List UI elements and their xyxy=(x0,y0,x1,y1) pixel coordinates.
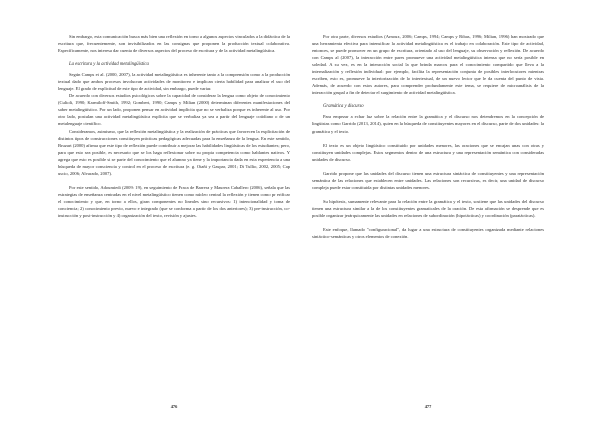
left-paragraph-2: Según Camps et al. (2000, 2007), la actividad metalingüística es inherente tanto a la comprensión como a la producción textual dado que ambos procesos involucran actividades de monitoreo e implican cierta habilidad para analizar el uso del lenguaje. El grado de explicitud de este tipo de actividad, sin embargo, puede variar. xyxy=(58,72,290,92)
left-page-number: 476 xyxy=(170,404,178,409)
right-paragraph-1: Por otra parte, diversos estudios (Arnoux, 2006; Camps, 1994; Camps y Ribas, 1996; Milian, 1996) han mostrado que una herramienta efectiva para intensificar la actividad metalingüística es el trabajo en colaboración. Este tipo de actividad, entonces, se puede promover en un grupo de escritura, orientado al uso del lenguaje, su observación y reflexión. De acuerdo con Camps al (2007), la interacción entre pares promueve una actividad metalingüística intensa que no sería posible en soledad. A su vez, es en la interacción social la que brinda marcos para el conocimiento compartido que lleva a la internalización y reflexión individual: por ejemplo, facilita la representación conjunta de posibles interlocutores mientras escriben, esto es, promueve la interiorización de lo intertextual, de un nuevo lector que le da cuenta del punto de vista. Además, de acuerdo con estos autores, para comprender profundamente este tema, se requiere de microanálisis de la interacción grupal a fin de detectar el surgimiento de actividad metalingüística. xyxy=(312,34,544,96)
right-section-heading: Gramática y discurso xyxy=(323,104,364,110)
right-page-number: 477 xyxy=(424,404,432,409)
right-paragraph-2: Para empezar a echar luz sobre la relación entre la gramática y el discurso nos detendremos en la concepción de lingüistas como Garrido (2013, 2014), quien en la búsqueda de constituyentes mayores en el discurso, parte de dos unidades: la gramática y el texto. xyxy=(312,114,544,134)
right-paragraph-4: Garrido propone que las unidades del discurso tienen una estructura sintáctica de constituyentes y una representación semántica de las relaciones que establecen entre unidades. Las relaciones son recursivas, es decir, una unidad de discurso compleja puede estar constituida por distintas unidades menores. xyxy=(312,170,544,190)
left-page xyxy=(58,33,290,219)
left-paragraph-4: Consideramos, asimismo, que la reflexión metalingüística y la realización de prácticas que favorecen la explicitación de distintos tipos de construcciones constituyen prácticas pedagógicas adecuadas para la enseñanza de la lengua. En este sentido, Bruzart (2000) afirma que este tipo de reflexión puede contribuir a mejorar las habilidades lingüísticas de los estudiantes; pero, para que esto sea posible, es necesario que se los haga reflexionar sobre su propia competencia como hablantes nativos. Y agrega que esto es posible si se parte del conocimiento que el alumno ya tiene y la importancia dada en esta experiencia a una búsqueda de mayor consciencia y control en el proceso de escritura (e. g. Otañi y Gaspar, 2001; Di Tullio, 2002, 2005; Cap uscio, 2006; Alvarado, 2007). xyxy=(58,128,290,176)
left-paragraph-3: De acuerdo con diversos estudios psicológicos sobre la capacidad de considerar la lengua como objeto de conocimiento (Culioli, 1990; Karmiloff-Smith, 1992; Gombert, 1990; Camps y Milian (2000) determinan diferentes manifestaciones del saber metalingüístico. Por un lado, proponen pensar en actividad implícita que no se verbaliza porque es inherente al uso. Por otro lado, postulan una actividad metalingüística explícita que se verbaliza ya sea a partir del lenguaje cotidiano o de un metalenguaje científico. xyxy=(58,93,290,127)
left-section-heading: La escritura y la actividad metalingüística xyxy=(69,62,149,68)
right-page xyxy=(312,33,544,240)
right-paragraph-3: El texto es un objeto lingüístico constituido por unidades menores, las oraciones que se encajan unas con otras y constituyen unidades complejas. Estos segmentos dentro de una estructura y una representación semántica con consideradas unidades de discurso. xyxy=(312,142,544,162)
left-paragraph-1: Sin embargo, esta comunicación busca más bien una reflexión en torno a algunos aspectos vinculados a la didáctica de la escritura que, frecuentemente, son invisibilizados en las consignas que proponen la producción textual colaborativa. Específicamente, nos interesa dar cuenta de diversos aspectos del proceso de escritura y de la actividad metalingüística. xyxy=(58,34,290,54)
left-paragraph-5: Por este sentido, Adoumiedi (2009: 19), en seguimiento de Fraca de Barrera y Maurera Caballero (2006), señala que las estrategias de enseñanza centradas en el nivel metalingüístico tienen como núcleo central la reflexión y tienen como pr erificar el conocimiento y que, en torno a ellos, giran componentes no lineales sino recursivos: 1) intencionalidad y toma de conciencia; 2) conocimiento previo, nuevo e integrado (que se conforma a partir de los dos anteriores); 3) pre-instrucción, co-instrucción y post-instrucción y 4) organización del texto, revisión y ajustes. xyxy=(58,184,290,219)
right-paragraph-6: Este enfoque, llamado "configuracional", da lugar a una estructura de constituyentes organizada mediante relaciones sintáctico-semánticas y otros elementos de conexión. xyxy=(312,226,544,240)
right-paragraph-5: Su hipótesis, sumamente relevante para la relación entre la gramática y el texto, sostiene que las unidades del discurso tienen una estructura similar a la de los constituyentes gramaticales de la oración. De esta afirmación se desprende que es posible organizar jerárquicamente las unidades en relaciones de subordinación (hipotácticas) y coordinación (paratácticas). xyxy=(312,198,544,218)
